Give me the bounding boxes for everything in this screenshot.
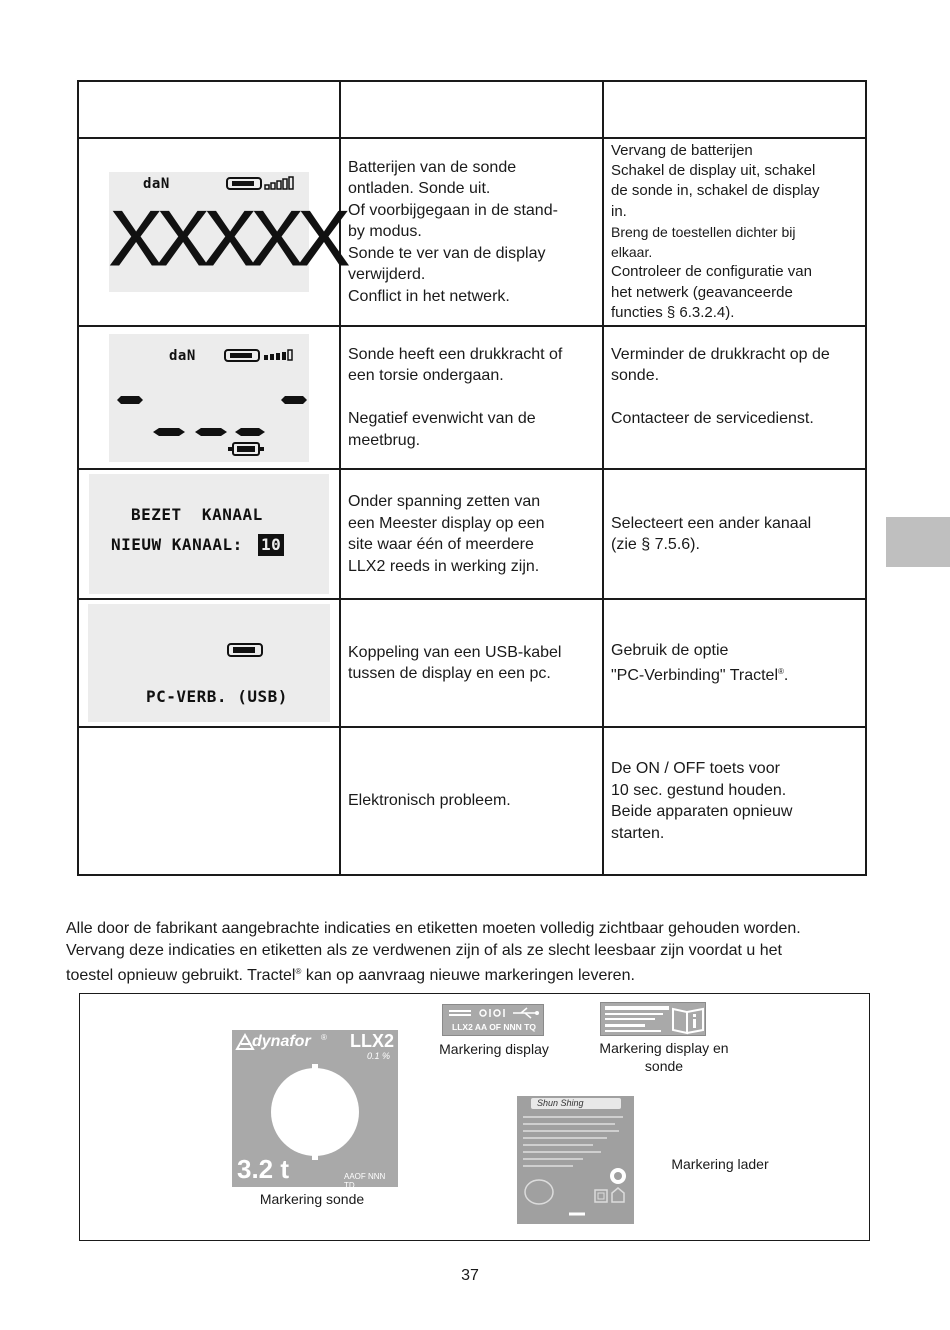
cause-line: een torsie ondergaan.: [348, 367, 504, 385]
lcd-screen-negative: [109, 334, 309, 462]
cause-line: Sonde heeft een drukkracht of: [348, 345, 563, 363]
cause-line: ontladen. Sonde uit.: [348, 180, 491, 198]
remedy-line: de sonde in, schakel de display: [611, 182, 820, 200]
remedy-line: Contacteer de servicedienst.: [611, 410, 814, 428]
remedy-cell: [603, 326, 866, 469]
brand-name: dynafor: [252, 1033, 311, 1050]
table-row: [78, 138, 866, 326]
certification-marks-icon: [517, 1166, 634, 1222]
cause-line: by modus.: [348, 223, 422, 241]
display-screen-cell: [78, 469, 340, 599]
capacity-text: 3.2 t: [237, 1154, 290, 1184]
accuracy-text: 0.1 %: [367, 1051, 391, 1061]
charger-brand: Shun Shing: [537, 1098, 584, 1108]
remedy-line: Schakel de display uit, schakel: [611, 162, 816, 180]
cause-line: Of voorbijgegaan in de stand-: [348, 201, 558, 219]
segment-dashes-icon: [109, 334, 309, 462]
remedy-line: Controleer de configuratie van: [611, 263, 812, 281]
lcd-screen-channel: [89, 474, 329, 594]
table-row: [78, 326, 866, 469]
busy-channel-text: BEZET KANAAL: [131, 505, 263, 524]
remedy-cell: [603, 469, 866, 599]
paragraph-line: Vervang deze indicaties en etiketten als ze verdwenen zijn of als ze slecht leesbaar zijn voordat u het: [66, 941, 782, 959]
cause-line: Batterijen van de sonde: [348, 158, 517, 176]
remedy-line: [611, 387, 858, 409]
usb-symbol-icon: [443, 1006, 545, 1020]
page-number: 37: [461, 1267, 479, 1284]
cause-line: tussen de display en een pc.: [348, 665, 551, 682]
remedy-cell: [603, 138, 866, 326]
remedy-line: functies § 6.3.2.4).: [611, 303, 735, 321]
table-row: [78, 727, 866, 875]
manual-book-icon: [671, 1005, 705, 1035]
cause-line: [348, 387, 595, 409]
cause-cell: [340, 727, 603, 875]
cause-line: meetbrug.: [348, 431, 421, 449]
cause-line: Negatief evenwicht van de: [348, 410, 536, 428]
remedy-line: elkaar.: [611, 244, 653, 261]
remedy-line: starten.: [611, 824, 665, 842]
cause-cell: [340, 469, 603, 599]
header-cell: [340, 81, 603, 138]
caption-sonde: Markering sonde: [259, 1191, 365, 1207]
charger-label-image: [517, 1096, 634, 1224]
table-row: [78, 599, 866, 727]
remedy-line: "PC-Verbinding" Tractel®.: [611, 667, 789, 684]
lcd-screen-usb: [88, 604, 330, 722]
remedy-line: 10 sec. gestund houden.: [611, 781, 787, 799]
section-tab: [886, 517, 950, 567]
caption-lader: Markering lader: [671, 1156, 769, 1172]
lcd-screen-xxxxx: [109, 172, 344, 292]
cause-line: Onder spanning zetten van: [348, 493, 541, 510]
display-label-image: [442, 1004, 544, 1036]
cause-line: een Meester display op een: [348, 514, 545, 532]
table-header-row: [78, 81, 866, 138]
pc-connection-text: PC-VERB. (USB): [146, 687, 288, 706]
registered-mark: ®: [321, 1033, 327, 1042]
unit-label: daN: [169, 347, 196, 364]
display-sonde-label-image: [600, 1002, 706, 1036]
cause-line: Elektronisch probleem.: [348, 792, 511, 810]
channel-number: 10: [258, 534, 284, 556]
display-label-text: LLX2 AA OF NNN TQ: [452, 1022, 536, 1032]
remedy-line: Selecteert een ander kanaal: [611, 514, 812, 532]
registered-mark: ®: [778, 667, 784, 676]
dynafor-logo-icon: [237, 1035, 251, 1049]
remedy-line: Vervang de batterijen: [611, 142, 753, 160]
cause-cell: [340, 326, 603, 469]
header-cell: [603, 81, 866, 138]
label-code: AAOF NNN TD: [344, 1172, 386, 1190]
digits-xxxxx: XXXXX: [109, 195, 344, 284]
caption-display: Markering display: [439, 1041, 549, 1057]
model-name: LLX2: [350, 1031, 395, 1051]
sensor-hole: [271, 1068, 359, 1156]
display-screen-cell: [78, 138, 344, 326]
remedy-line: De ON / OFF toets voor: [611, 760, 780, 777]
registered-mark: ®: [295, 967, 302, 976]
cause-line: Sonde te ver van de display: [348, 244, 546, 262]
markings-paragraph: [66, 918, 886, 987]
paragraph-line: toestel opnieuw gebruikt. Tractel® kan op aanvraag nieuwe markeringen leveren.: [66, 967, 635, 984]
remedy-line: Verminder de drukkracht op de: [611, 345, 830, 363]
remedy-line: sonde.: [611, 367, 660, 385]
remedy-cell: [603, 599, 866, 727]
header-cell: [78, 81, 340, 138]
display-screen-cell: [78, 326, 340, 469]
remedy-line: Gebruik de optie: [611, 641, 729, 659]
remedy-line: in.: [611, 202, 627, 220]
display-screen-cell-empty: [78, 727, 340, 875]
cause-line: Koppeling van een USB-kabel: [348, 643, 562, 661]
remedy-line: Breng de toestellen dichter bij: [611, 223, 796, 240]
paragraph-line: Alle door de fabrikant aangebrachte indicaties en etiketten moeten volledig zichtbaar gehouden worden.: [66, 920, 801, 937]
display-screen-cell: [78, 599, 340, 727]
remedy-line: Beide apparaten opnieuw: [611, 803, 793, 820]
cause-cell: [340, 138, 603, 326]
sonde-label-image: [232, 1030, 398, 1190]
unit-label: daN: [143, 176, 170, 192]
troubleshooting-table: [77, 80, 867, 876]
remedy-cell: [603, 727, 866, 875]
caption-display-sonde: Markering display en sonde: [599, 1040, 729, 1074]
remedy-line: (zie § 7.5.6).: [611, 536, 700, 553]
cause-cell: [340, 599, 603, 727]
remedy-line: het netwerk (geavanceerde: [611, 283, 793, 301]
new-channel-text: NIEUW KANAAL:: [111, 535, 243, 554]
cause-line: verwijderd.: [348, 266, 426, 284]
cause-line: LLX2 reeds in werking zijn.: [348, 557, 540, 575]
table-row: [78, 469, 866, 599]
cause-line: Conflict in het netwerk.: [348, 287, 510, 305]
cause-line: site waar één of meerdere: [348, 536, 534, 553]
